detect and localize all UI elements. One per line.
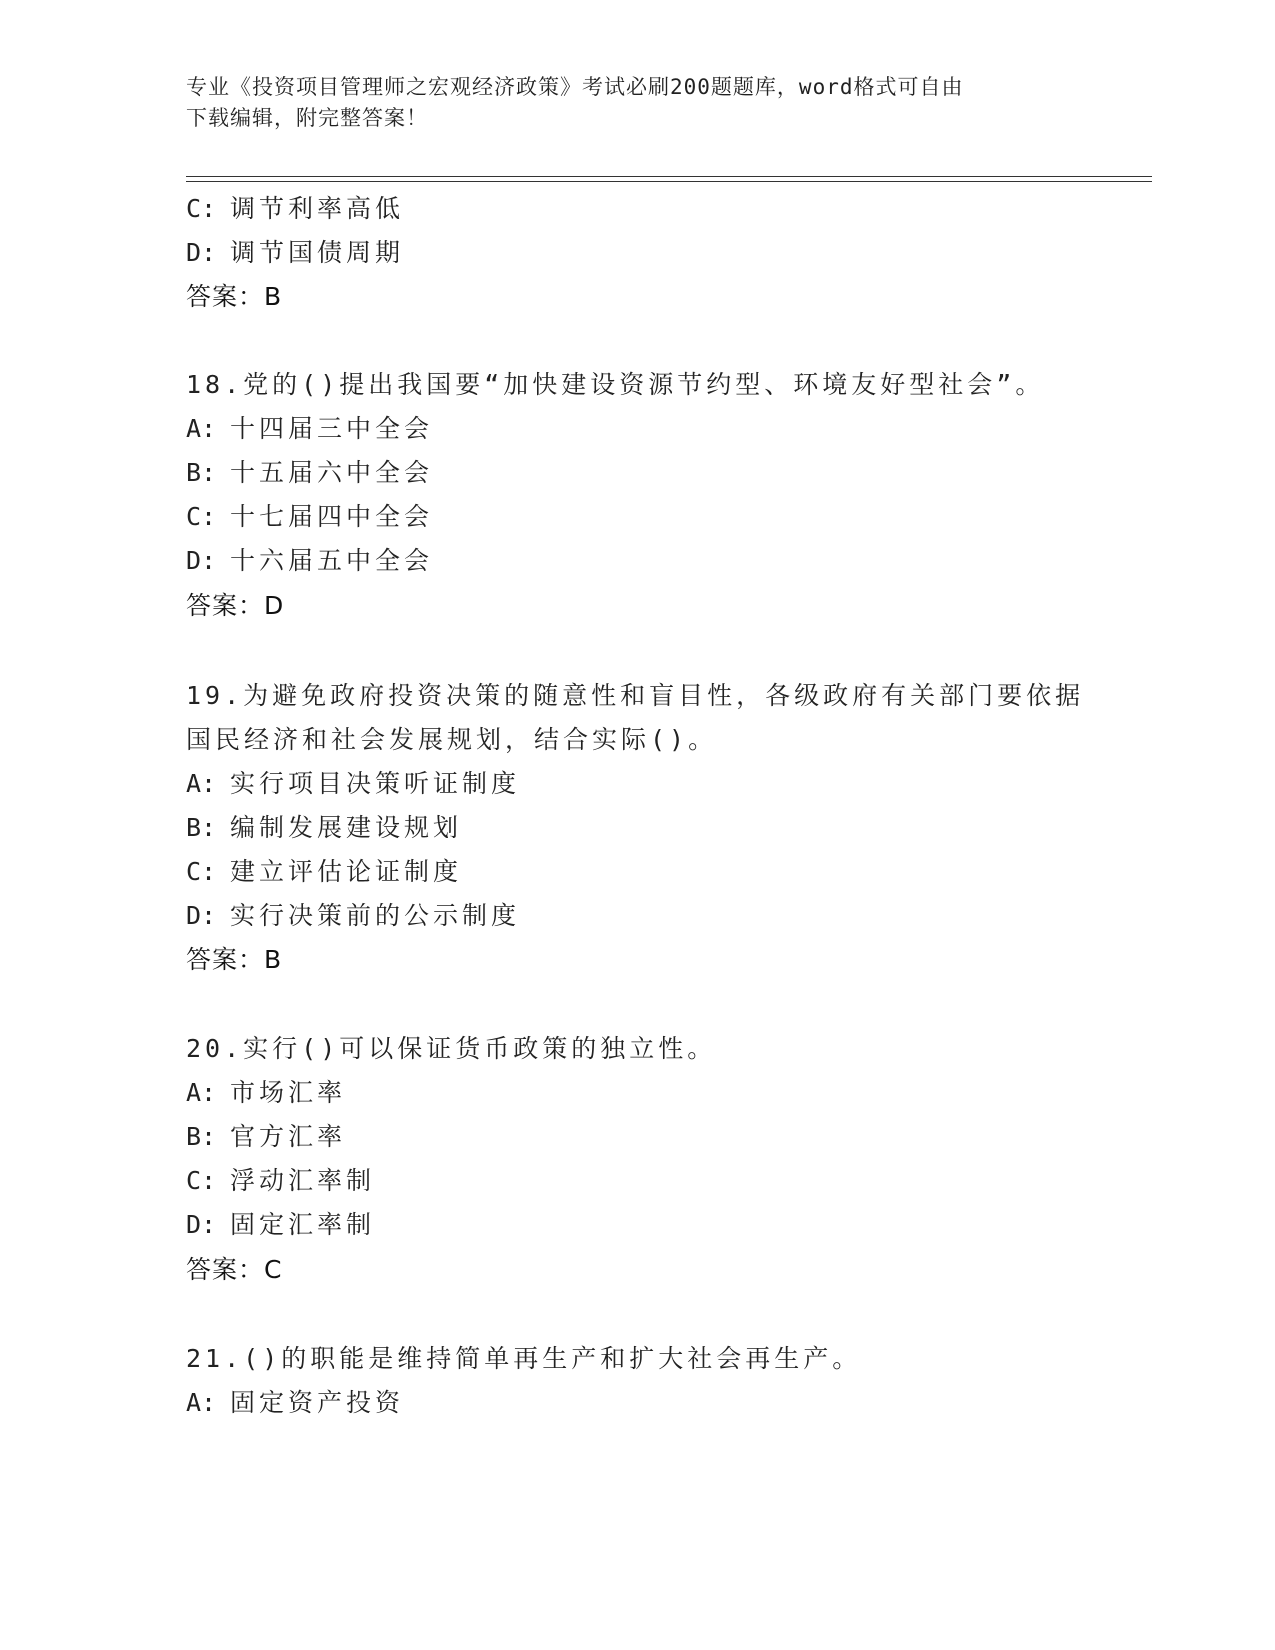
q17-option-c (186, 194, 404, 224)
option-text: 编制发展建设规划 (230, 813, 463, 842)
option-text: 十六届五中全会 (230, 546, 434, 575)
q20-option-d (186, 1210, 375, 1240)
option-text: 十七届四中全会 (230, 502, 434, 531)
q20-option-c (186, 1166, 375, 1196)
option-label: C: (186, 502, 217, 531)
option-text: 实行决策前的公示制度 (230, 901, 521, 930)
q21-stem: 21.()的职能是维持简单再生产和扩大社会再生产。 (186, 1344, 862, 1373)
option-label: C: (186, 194, 217, 223)
option-label: B: (186, 1122, 217, 1151)
option-label: D: (186, 238, 217, 267)
q17-answer: 答案：B (186, 282, 283, 311)
option-label: D: (186, 901, 217, 930)
q18-stem: 18.党的()提出我国要“加快建设资源节约型、环境友好型社会”。 (186, 370, 1045, 399)
option-text: 调节利率高低 (230, 194, 405, 223)
option-label: D: (186, 1210, 217, 1239)
header-line-2: 下载编辑，附完整答案！ (186, 106, 428, 130)
option-text: 调节国债周期 (230, 238, 405, 267)
document-header (186, 72, 1086, 134)
q18-option-a (186, 414, 433, 444)
q19-option-b (186, 813, 462, 843)
q20-answer: 答案：C (186, 1255, 283, 1284)
option-text: 官方汇率 (230, 1122, 347, 1151)
option-text: 市场汇率 (230, 1078, 347, 1107)
q19-option-c (186, 857, 462, 887)
option-label: A: (186, 1078, 217, 1107)
option-label: B: (186, 458, 217, 487)
q19-option-a (186, 769, 520, 799)
header-divider-bottom (186, 181, 1152, 182)
q19-stem-line-2: 国民经济和社会发展规划，结合实际()。 (186, 725, 718, 754)
q17-option-d (186, 238, 404, 268)
q19-option-d (186, 901, 520, 931)
option-text: 建立评估论证制度 (230, 857, 463, 886)
option-label: A: (186, 414, 217, 443)
q18-option-b (186, 458, 433, 488)
option-text: 浮动汇率制 (230, 1166, 376, 1195)
option-text: 十四届三中全会 (230, 414, 434, 443)
q21-option-a (186, 1388, 404, 1418)
q20-option-b (186, 1122, 346, 1152)
option-label: A: (186, 769, 217, 798)
option-label: C: (186, 857, 217, 886)
option-text: 固定汇率制 (230, 1210, 376, 1239)
option-label: B: (186, 813, 217, 842)
header-line-1: 专业《投资项目管理师之宏观经济政策》考试必刷200题题库，word格式可自由 (186, 75, 964, 99)
q18-option-d (186, 546, 433, 576)
option-label: A: (186, 1388, 217, 1417)
option-label: D: (186, 546, 217, 575)
header-divider-top (186, 176, 1152, 177)
q19-answer: 答案：B (186, 945, 283, 974)
option-text: 实行项目决策听证制度 (230, 769, 521, 798)
q19-stem-line-1: 19.为避免政府投资决策的随意性和盲目性，各级政府有关部门要依据 (186, 681, 1085, 710)
option-text: 固定资产投资 (230, 1388, 405, 1417)
q18-option-c (186, 502, 433, 532)
option-text: 十五届六中全会 (230, 458, 434, 487)
option-label: C: (186, 1166, 217, 1195)
q20-stem: 20.实行()可以保证货币政策的独立性。 (186, 1034, 717, 1063)
q18-answer: 答案：D (186, 591, 285, 620)
q20-option-a (186, 1078, 346, 1108)
